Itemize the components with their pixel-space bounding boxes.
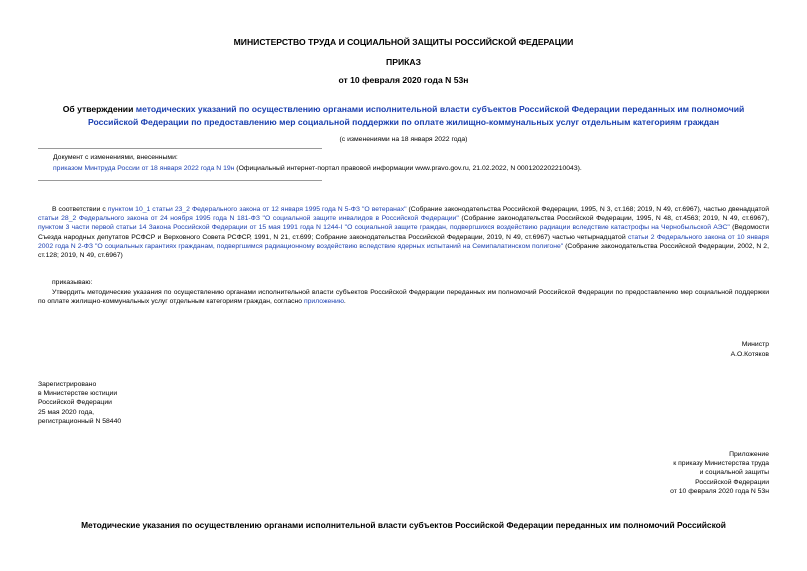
appendix-line: к приказу Министерства труда xyxy=(673,460,769,468)
registration-line: 25 мая 2020 года, xyxy=(38,408,95,416)
changes-source: (Официальный интернет-портал правовой информации www.pravo.gov.ru, 21.02.2022, N 0001202202210043). xyxy=(234,165,582,172)
appendix-line: от 10 февраля 2020 года N 53н xyxy=(670,487,769,495)
appendix-line: Приложение xyxy=(729,451,769,458)
document-title xyxy=(0,103,807,129)
changes-entry xyxy=(53,164,582,173)
appendix-line: Российской Федерации xyxy=(695,478,769,486)
guidelines-title: Методические указания по осуществлению органами исполнительной власти субъектов Российской Федерации переданных им полномочий Российской xyxy=(81,520,726,530)
registration-line: в Министерстве юстиции xyxy=(38,390,118,398)
divider-top xyxy=(38,148,322,149)
basis-text-3: (Собрание законодательства Российской Федерации, 1995, N 48, ст.4563; 2019, N 49, ст.6967), xyxy=(458,215,769,223)
approval-end: . xyxy=(343,298,346,306)
appendix-block xyxy=(670,450,769,496)
approval-text: Утвердить методические указания по осуществлению органами исполнительной власти субъектов Российской Федерации переданных им полномочий Российской Федерации по предоставлению мер социальной поддержки по оплате жилищно-коммунальных услуг отдельным категориям граждан, согласно xyxy=(38,289,769,306)
disabled-law-link[interactable]: статьи 28_2 Федерального закона от 24 ноября 1995 года N 181-ФЗ "О социальной защите инвалидов в Российской Федерации" xyxy=(38,215,459,223)
semipalatinsk-law-link[interactable]: статьи 2 Федерального закона от 10 января 2002 года N 2-ФЗ "О социальных гарантиях гражданам, подвергшимся радиационному воздействию вследствие ядерных испытаний на Семипалатинском полигоне" xyxy=(38,233,769,250)
ministry-name: МИНИСТЕРСТВО ТРУДА И СОЦИАЛЬНОЙ ЗАЩИТЫ РОССИЙСКОЙ ФЕДЕРАЦИИ xyxy=(233,37,574,47)
registration-line: Российской Федерации xyxy=(38,399,112,407)
amendment-note: (с изменениями на 18 января 2022 года) xyxy=(339,136,468,143)
signature-position: Министр xyxy=(741,341,769,348)
legal-basis-paragraph xyxy=(38,205,769,260)
appendix-link[interactable]: приложению xyxy=(303,298,344,306)
registration-line: регистрационный N 58440 xyxy=(38,417,122,425)
basis-text-5: (Собрание законодательства Российской Федерации, 2002, N 2, ст.128; 2019, N 49, ст.6967) xyxy=(38,242,769,260)
chernobyl-law-link[interactable]: пунктом 3 части первой статьи 14 Закона Российской Федерации от 15 мая 1991 года N 1244-I "О социальной защите граждан, подвергшихся воздействию радиации вследствие катастрофы на Чернобыльской АЭС" xyxy=(38,224,730,232)
approval-paragraph xyxy=(38,288,769,306)
basis-text-1: В соответствии с xyxy=(52,206,108,213)
title-prefix: Об утверждении xyxy=(62,104,136,114)
document-type: ПРИКАЗ xyxy=(386,57,421,67)
appendix-line: и социальной защиты xyxy=(699,469,769,477)
title-link-continued[interactable]: Российской Федерации по предоставлению мер социальной поддержки по оплате жилищно-коммунальных услуг отдельным категориям граждан xyxy=(87,117,720,127)
signature-name: А.О.Котяков xyxy=(730,351,769,358)
basis-text-4: (Ведомости Съезда народных депутатов РСФСР и Верховного Совета РСФСР, 1991, N 21, ст.699; Собрание законодательства Российской Федерации, 2019, N 49, ст.6967) частью четырнадцатой xyxy=(38,224,769,241)
basis-text-2: (Собрание законодательства Российской Федерации, 1995, N 3, ст.168; 2019, N 49, ст.6967), частью двенадцатой xyxy=(406,206,769,213)
divider-bottom xyxy=(38,180,322,181)
document-date-number: от 10 февраля 2020 года N 53н xyxy=(338,75,469,85)
changes-heading: Документ с изменениями, внесенными: xyxy=(53,154,178,161)
order-word: приказываю: xyxy=(52,279,93,286)
veterans-law-link[interactable]: пунктом 10_1 статьи 23_2 Федерального закона от 12 января 1995 года N 5-ФЗ "О ветеранах" xyxy=(107,206,407,213)
registration-block xyxy=(38,380,121,426)
amending-order-link[interactable]: приказом Минтруда России от 18 января 2022 года N 19н xyxy=(53,165,235,172)
registration-line: Зарегистрировано xyxy=(38,381,97,388)
title-link[interactable]: методических указаний по осуществлению органами исполнительной власти субъектов Российской Федерации переданных им полномочий xyxy=(135,104,745,114)
